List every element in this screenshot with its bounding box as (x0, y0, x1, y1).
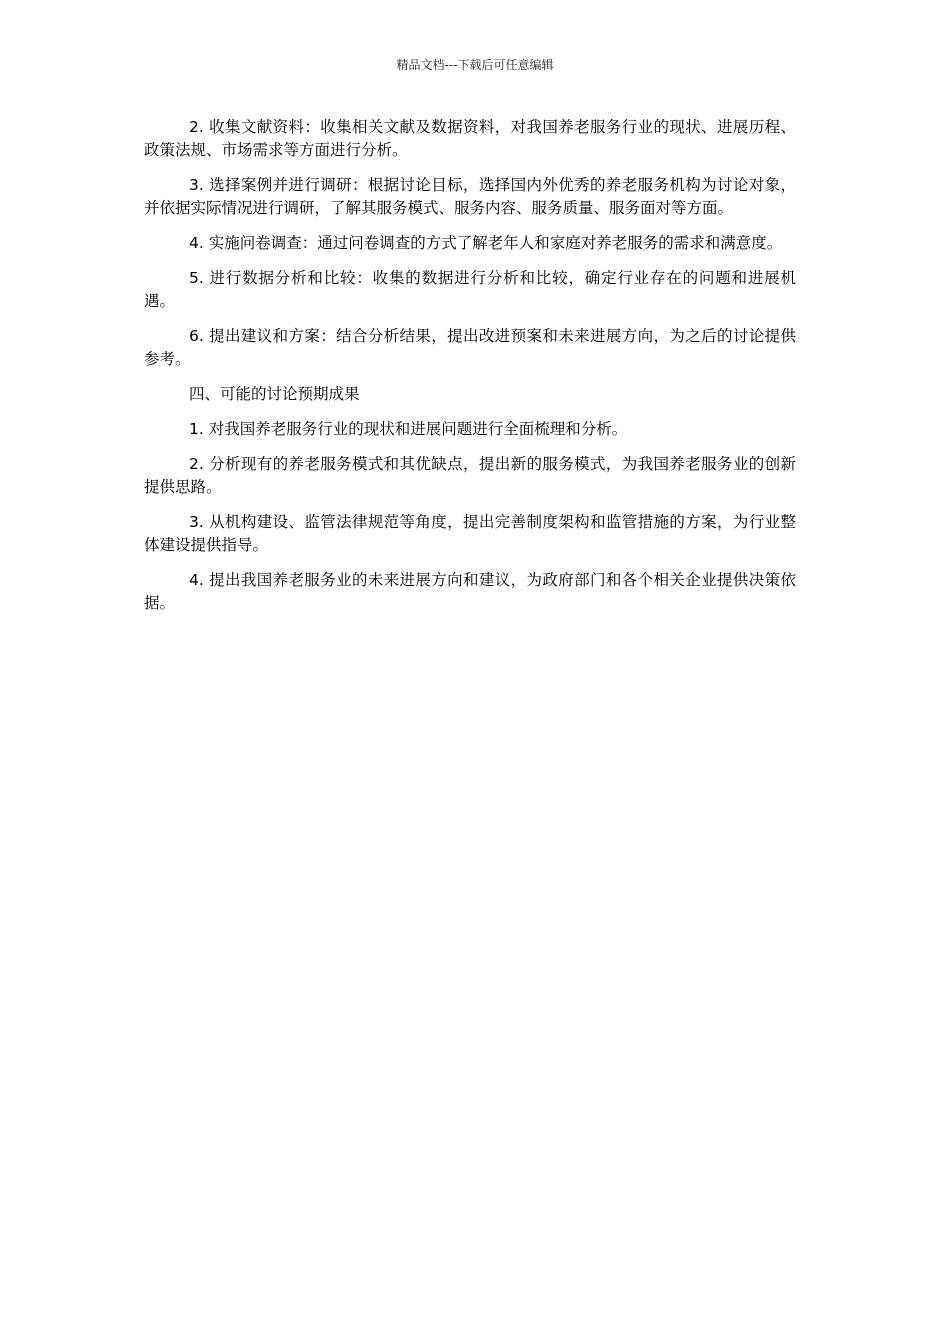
paragraph-method-5: 5. 进行数据分析和比较：收集的数据进行分析和比较，确定行业存在的问题和进展机遇。 (144, 269, 796, 310)
document-body (144, 116, 796, 627)
paragraph-method-3: 3. 选择案例并进行调研：根据讨论目标，选择国内外优秀的养老服务机构为讨论对象，并依据实际情况进行调研，了解其服务模式、服务内容、服务质量、服务面对等方面。 (144, 176, 796, 217)
paragraph-method-6: 6. 提出建议和方案：结合分析结果，提出改进预案和未来进展方向，为之后的讨论提供参考。 (144, 327, 796, 368)
paragraph-result-2: 2. 分析现有的养老服务模式和其优缺点，提出新的服务模式，为我国养老服务业的创新提供思路。 (144, 455, 796, 496)
paragraph-result-1: 1. 对我国养老服务行业的现状和进展问题进行全面梳理和分析。 (189, 420, 628, 438)
paragraph-result-3: 3. 从机构建设、监管法律规范等角度，提出完善制度架构和监管措施的方案，为行业整体建设提供指导。 (144, 513, 796, 554)
paragraph-method-2: 2. 收集文献资料：收集相关文献及数据资料，对我国养老服务行业的现状、进展历程、政策法规、市场需求等方面进行分析。 (144, 118, 796, 159)
paragraph-method-4: 4. 实施问卷调查：通过问卷调查的方式了解老年人和家庭对养老服务的需求和满意度。 (189, 234, 783, 252)
page-header: 精品文档---下载后可任意编辑 (396, 58, 554, 72)
paragraph-result-4: 4. 提出我国养老服务业的未来进展方向和建议，为政府部门和各个相关企业提供决策依据。 (144, 571, 796, 612)
section-heading-expected-results: 四、可能的讨论预期成果 (189, 385, 360, 403)
